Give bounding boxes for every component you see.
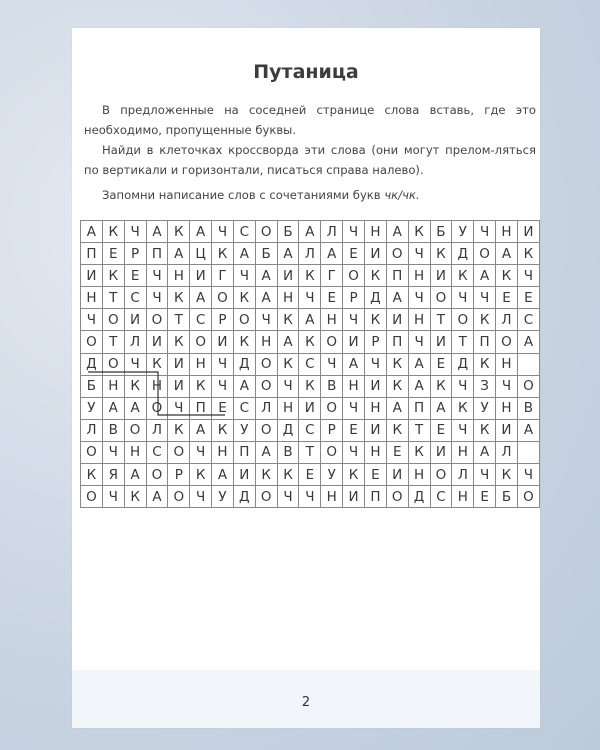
grid-cell: П [81,243,103,265]
grid-cell: Ч [146,265,168,287]
grid-cell: П [474,331,496,353]
grid-cell: О [124,419,146,441]
grid-cell: Н [408,464,430,486]
grid-cell: П [233,441,255,463]
grid-cell: Н [452,441,474,463]
grid-cell: Ч [343,397,365,419]
grid-cell: Ч [364,353,386,375]
grid-cell: О [168,441,190,463]
grid-cell: И [343,331,365,353]
grid-cell: О [386,243,408,265]
grid-cell: В [277,441,299,463]
grid-cell: О [452,309,474,331]
grid-cell: С [299,353,321,375]
grid-cell: А [124,397,146,419]
grid-cell: И [430,265,452,287]
grid-cell: К [386,375,408,397]
grid-cell: И [364,375,386,397]
grid-cell: И [277,265,299,287]
grid-cell: К [168,221,190,243]
grid-cell: Ч [496,375,518,397]
grid-cell: Ч [102,441,124,463]
grid-cell: Н [321,486,343,508]
grid-cell: С [430,486,452,508]
grid-cell: А [517,419,539,441]
grid-cell: А [255,441,277,463]
grid-cell: Г [212,265,234,287]
grid-cell: Ч [474,287,496,309]
grid-cell: Д [452,243,474,265]
grid-cell: Е [212,397,234,419]
grid-cell: К [233,287,255,309]
grid-cell: Л [81,419,103,441]
grid-cell: К [474,353,496,375]
grid-cell: Ч [277,486,299,508]
grid-cell: Н [102,375,124,397]
grid-row [81,221,540,243]
grid-cell: О [255,375,277,397]
grid-cell: А [299,221,321,243]
grid-cell: А [277,331,299,353]
grid-cell: О [321,331,343,353]
grid-cell: Е [430,419,452,441]
grid-cell: Е [124,265,146,287]
grid-cell: Н [408,309,430,331]
grid-cell: О [81,441,103,463]
grid-cell: Е [102,243,124,265]
grid-cell: А [190,221,212,243]
grid-cell: К [430,243,452,265]
grid-cell: И [190,265,212,287]
grid-cell: А [474,265,496,287]
grid-cell: К [233,331,255,353]
grid-cell: О [81,331,103,353]
grid-cell: О [212,287,234,309]
grid-cell: И [386,309,408,331]
grid-cell: А [233,375,255,397]
grid-cell: З [474,375,496,397]
grid-cell: Ч [212,375,234,397]
grid-cell: К [474,419,496,441]
page-number: 2 [301,695,311,710]
grid-cell: О [81,486,103,508]
grid-cell: Е [343,419,365,441]
grid-cell: О [343,265,365,287]
grid-cell: Ч [124,353,146,375]
grid-cell: К [102,265,124,287]
grid-cell: Д [233,353,255,375]
grid-cell: Д [408,486,430,508]
grid-cell: И [81,265,103,287]
grid-cell: Н [277,287,299,309]
grid-cell: Ч [146,287,168,309]
grid-cell: Ч [190,486,212,508]
grid-cell: Б [430,221,452,243]
grid-cell: И [496,419,518,441]
grid-cell: Ч [168,397,190,419]
grid-cell: А [255,265,277,287]
grid-cell: О [102,309,124,331]
grid-cell: И [364,419,386,441]
grid-cell: Д [81,353,103,375]
grid-cell: К [299,265,321,287]
grid-cell: О [146,464,168,486]
grid-cell: Е [321,287,343,309]
grid-cell: К [517,243,539,265]
grid-cell: А [299,309,321,331]
grid-cell: Ч [299,486,321,508]
grid-cell: Л [452,464,474,486]
grid-cell: Ч [517,265,539,287]
grid-cell: У [212,486,234,508]
grid-cell: Л [146,419,168,441]
grid-cell: Е [386,441,408,463]
grid-cell: О [146,397,168,419]
grid-row [81,287,540,309]
grid-cell: О [496,331,518,353]
letter-combination-note: чк/чк. [384,188,420,202]
grid-cell: Н [212,441,234,463]
grid-cell: Н [496,221,518,243]
grid-cell: Н [124,441,146,463]
grid-cell: С [146,441,168,463]
grid-cell: Ч [233,265,255,287]
grid-cell: Ч [299,287,321,309]
grid-cell: Н [343,375,365,397]
grid-cell: О [255,353,277,375]
grid-cell: Л [496,441,518,463]
grid-cell: И [517,221,539,243]
grid-cell: А [81,221,103,243]
grid-cell: К [190,375,212,397]
grid-cell: Ч [452,375,474,397]
grid-cell: Н [364,441,386,463]
grid-cell: Д [452,353,474,375]
grid-cell: В [517,397,539,419]
grid-cell: К [430,375,452,397]
grid-cell: Н [364,397,386,419]
grid-cell: К [364,265,386,287]
grid-cell: О [190,331,212,353]
grid-cell: С [124,287,146,309]
grid-cell: Д [233,486,255,508]
grid-cell: Д [277,419,299,441]
grid-cell: А [146,486,168,508]
grid-cell: А [386,397,408,419]
grid-cell: А [255,287,277,309]
grid-row [81,375,540,397]
grid-cell: Н [190,353,212,375]
grid-cell: Ч [474,221,496,243]
instruction-paragraph-3 [84,185,536,205]
grid-cell: К [190,464,212,486]
grid-cell: Т [102,331,124,353]
grid-cell: К [386,419,408,441]
grid-cell: С [190,309,212,331]
grid-cell: П [190,397,212,419]
grid-cell: Е [430,353,452,375]
grid-cell: Ч [255,309,277,331]
grid-cell: Ч [452,287,474,309]
page-title: Путаница [253,61,359,83]
grid-cell: А [496,243,518,265]
grid-cell: А [408,375,430,397]
grid-cell: Л [255,397,277,419]
grid-cell: К [364,309,386,331]
grid-cell: К [81,464,103,486]
grid-cell: А [430,397,452,419]
grid-cell: У [452,221,474,243]
grid-cell: О [517,375,539,397]
grid-cell: К [212,419,234,441]
grid-cell: К [102,221,124,243]
grid-row [81,353,540,375]
grid-cell: Ч [408,287,430,309]
grid-cell: И [146,331,168,353]
grid-cell: Ч [408,331,430,353]
grid-cell: К [124,375,146,397]
grid-cell: Ч [452,419,474,441]
grid-cell: Н [81,287,103,309]
grid-cell: А [321,243,343,265]
grid-cell: О [255,221,277,243]
grid-row [81,243,540,265]
grid-cell: Ч [343,221,365,243]
grid-cell: С [233,397,255,419]
grid-cell: Б [277,221,299,243]
grid-cell: И [386,464,408,486]
grid-cell: С [299,419,321,441]
word-search-grid [80,220,540,508]
grid-cell: Р [343,287,365,309]
grid-cell: А [233,243,255,265]
grid-cell: И [168,353,190,375]
grid-cell: К [168,287,190,309]
grid-row [81,331,540,353]
grid-cell: А [386,287,408,309]
grid-cell: К [496,464,518,486]
grid-cell: Н [408,265,430,287]
grid-cell: Ч [408,243,430,265]
grid-cell: И [364,243,386,265]
grid-cell: А [102,397,124,419]
grid-cell: Р [124,243,146,265]
grid-cell: П [364,486,386,508]
grid-cell: К [255,464,277,486]
grid-cell: Ч [190,441,212,463]
grid-cell: Г [321,265,343,287]
grid-cell: У [321,464,343,486]
grid-cell [517,441,539,463]
grid-cell: И [430,441,452,463]
grid-cell: Н [496,353,518,375]
grid-cell: К [299,331,321,353]
grid-cell: У [81,397,103,419]
grid-cell: Е [299,464,321,486]
grid-cell: К [168,419,190,441]
grid-cell: Е [364,464,386,486]
grid-cell [517,353,539,375]
grid-cell: Е [343,243,365,265]
grid-cell: К [408,441,430,463]
grid-cell: Т [168,309,190,331]
grid-cell: С [233,221,255,243]
grid-cell: А [168,243,190,265]
grid-row [81,464,540,486]
grid-cell: О [255,486,277,508]
grid-cell: Б [255,243,277,265]
grid-cell: Б [81,375,103,397]
grid-cell: Н [496,397,518,419]
grid-cell: И [124,309,146,331]
grid-cell: И [168,375,190,397]
grid-cell: А [386,221,408,243]
grid-cell: А [343,353,365,375]
grid-cell: К [212,243,234,265]
grid-cell: Н [364,221,386,243]
grid-cell: Ц [190,243,212,265]
grid-cell: О [168,486,190,508]
grid-row [81,397,540,419]
grid-cell: Б [496,486,518,508]
grid-cell: К [124,486,146,508]
grid-cell: К [168,331,190,353]
grid-cell: У [233,419,255,441]
grid-cell: Е [474,486,496,508]
grid-cell: К [277,353,299,375]
grid-cell: Ч [212,353,234,375]
grid-cell: У [474,397,496,419]
grid-cell: Н [255,331,277,353]
grid-cell: Ч [517,464,539,486]
grid-cell: О [255,419,277,441]
grid-cell: Л [321,221,343,243]
grid-cell: Т [299,441,321,463]
grid-cell: П [408,397,430,419]
grid-cell: К [343,464,365,486]
grid-cell: К [299,375,321,397]
worksheet-page [72,28,540,728]
grid-cell: Р [168,464,190,486]
grid-row [81,265,540,287]
grid-cell: Я [102,464,124,486]
grid-cell: А [146,221,168,243]
grid-cell: К [408,221,430,243]
grid-cell: О [102,353,124,375]
grid-cell: Н [277,397,299,419]
grid-cell: В [321,375,343,397]
grid-cell: О [386,486,408,508]
grid-cell: О [233,309,255,331]
grid-cell: А [190,419,212,441]
grid-cell: Р [364,331,386,353]
grid-cell: Т [102,287,124,309]
grid-cell: А [474,441,496,463]
grid-row [81,486,540,508]
grid-cell: И [343,486,365,508]
grid-cell: А [517,331,539,353]
grid-cell: Н [168,265,190,287]
grid-cell: Ч [81,309,103,331]
grid-cell: Ч [102,486,124,508]
grid-cell: Ч [321,353,343,375]
instruction-paragraph-2: Найди в клеточках кроссворда эти слова (они могут прелом-ляться по вертикали и горизонтали, писаться справа налево). [84,143,536,177]
grid-cell: Ч [124,221,146,243]
instruction-paragraph-1: В предложенные на соседней странице слова вставь, где это необходимо, пропущенные буквы. [84,103,536,137]
grid-cell: Ч [343,441,365,463]
grid-cell: Т [430,309,452,331]
grid-row [81,419,540,441]
grid-cell: А [124,464,146,486]
grid-cell: О [146,309,168,331]
grid-cell: Е [517,287,539,309]
grid-cell: В [102,419,124,441]
grid-cell: К [474,309,496,331]
grid-cell: К [452,397,474,419]
grid-cell: Р [212,309,234,331]
grid-cell: К [277,309,299,331]
grid-cell: Р [321,419,343,441]
grid-cell: А [212,464,234,486]
grid-cell: Л [124,331,146,353]
grid-cell: И [299,397,321,419]
grid-cell: П [146,243,168,265]
grid-cell: Л [299,243,321,265]
grid-row [81,441,540,463]
grid-cell: Ч [212,221,234,243]
grid-row [81,309,540,331]
grid-cell: Ч [474,464,496,486]
grid-cell: С [517,309,539,331]
grid-cell: Н [321,309,343,331]
grid-cell: Н [146,375,168,397]
grid-cell: О [517,486,539,508]
grid-cell: А [277,243,299,265]
grid-cell: Т [408,419,430,441]
grid-cell: И [430,331,452,353]
grid-cell: О [321,441,343,463]
grid-cell: Ч [277,375,299,397]
grid-cell: К [496,265,518,287]
grid-cell: Н [452,486,474,508]
grid-cell: О [430,464,452,486]
grid-cell: О [474,243,496,265]
grid-cell: К [146,353,168,375]
grid-cell: А [190,287,212,309]
grid-cell: И [233,464,255,486]
grid-cell: К [386,353,408,375]
grid-cell: К [277,464,299,486]
grid-cell: Д [364,287,386,309]
grid-cell: К [452,265,474,287]
grid-cell: П [386,331,408,353]
instruction-paragraph-3-text: Запомни написание слов с сочетаниями букв [102,188,385,202]
grid-cell: О [430,287,452,309]
grid-cell: Е [496,287,518,309]
grid-cell: Л [496,309,518,331]
grid-cell: И [212,331,234,353]
grid-cell: Т [452,331,474,353]
grid-cell: А [408,353,430,375]
grid-cell: Ч [343,309,365,331]
grid-cell: П [386,265,408,287]
grid-cell: О [321,397,343,419]
